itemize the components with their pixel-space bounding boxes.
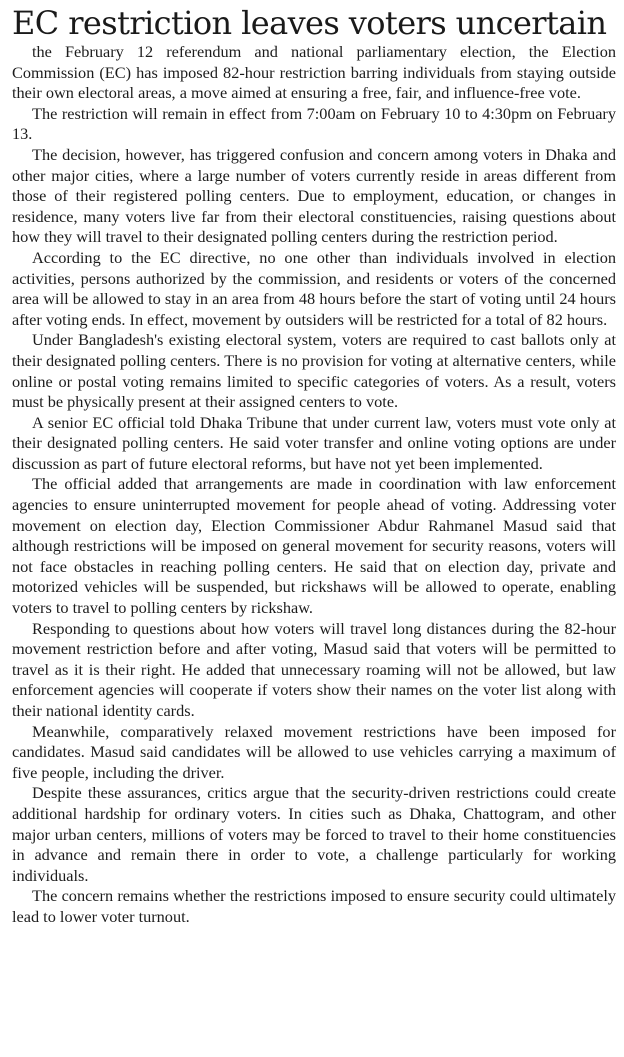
paragraph: A senior EC official told Dhaka Tribune that under current law, voters must vote only at their designated polling centers. He said voter transfer and online voting options are under discussion as part of future electoral reforms, but have not yet been implemented. — [12, 412, 616, 473]
paragraph: Despite these assurances, critics argue that the security-driven restrictions could create additional hardship for ordinary voters. In cities such as Dhaka, Chattogram, and other major urban centers, millions of voters may be forced to travel to their home constituencies in advance and remain there in order to vote, a challenge particularly for working individuals. — [12, 783, 616, 885]
paragraph: Under Bangladesh's existing electoral system, voters are required to cast ballots only at their designated polling centers. There is no provision for voting at alternative centers, while online or postal voting remains limited to specific categories of voters. As a result, voters must be physically present at their assigned centers to vote. — [12, 330, 616, 412]
paragraph: the February 12 referendum and national parliamentary election, the Election Commission (EC) has imposed 82-hour restriction barring individuals from staying outside their own electoral areas, a move aimed at ensuring a free, fair, and influence-free vote. — [12, 42, 616, 103]
paragraph: The decision, however, has triggered confusion and concern among voters in Dhaka and other major cities, where a large number of voters currently reside in areas different from those of their registered polling centers. Due to employment, education, or changes in residence, many voters live far from their electoral constituencies, raising questions about how they will travel to their designated polling centers during the restriction period. — [12, 144, 616, 247]
paragraph: According to the EC directive, no one other than individuals involved in election activities, persons authorized by the commission, and residents or voters of the concerned area will be allowed to stay in an area from 48 hours before the start of voting until 24 hours after voting ends. In effect, movement by outsiders will be restricted for a total of 82 hours. — [12, 247, 616, 329]
article-headline: EC restriction leaves voters uncertain — [12, 4, 607, 42]
paragraph: Responding to questions about how voters will travel long distances during the 82-hour movement restriction before and after voting, Masud said that voters will be permitted to travel as it is their right. He added that unnecessary roaming will not be allowed, but law enforcement agencies will cooperate if voters show their names on the voter list along with their national identity cards. — [12, 618, 616, 720]
paragraph: The restriction will remain in effect from 7:00am on February 10 to 4:30pm on February 13. — [12, 103, 616, 144]
paragraph: The concern remains whether the restrictions imposed to ensure security could ultimately lead to lower voter turnout. — [12, 886, 616, 926]
article-body — [12, 42, 616, 928]
paragraph: The official added that arrangements are made in coordination with law enforcement agencies to ensure uninterrupted movement for people ahead of voting. Addressing voter movement on election day, Election Commissioner Abdur Rahmanel Masud said that although restrictions will be imposed on general movement for security reasons, voters will not face obstacles in reaching polling centers. He said that on election day, private and motorized vehicles will be suspended, but rickshaws will be allowed to operate, enabling voters to travel to polling centers by rickshaw. — [12, 474, 616, 618]
paragraph: Meanwhile, comparatively relaxed movement restrictions have been imposed for candidates. Masud said candidates will be allowed to use vehicles carrying a maximum of five people, including the driver. — [12, 721, 616, 782]
